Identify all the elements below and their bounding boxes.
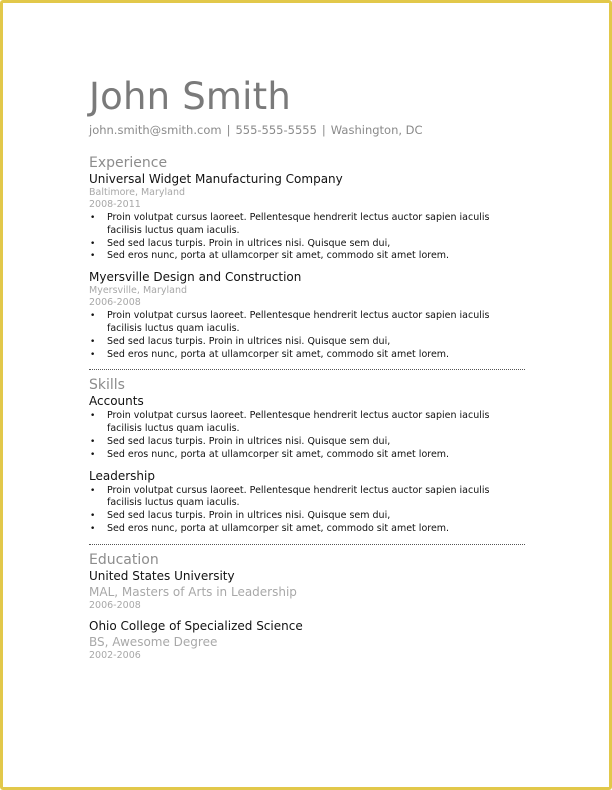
bullet-glyph: • [90,238,96,249]
list-item: • Sed eros nunc, porta at ullamcorper sit amet, commodo sit amet lorem. [90,250,450,262]
list-item: • Sed sed lacus turpis. Proin in ultrices nisi. Quisque sem dui, [90,335,391,347]
section-divider [89,544,525,545]
list-item: • Sed sed lacus turpis. Proin in ultrices nisi. Quisque sem dui, [90,510,391,522]
list-item: • Sed sed lacus turpis. Proin in ultrices nisi. Quisque sem dui, [90,237,391,249]
list-item: • Proin volutpat cursus laoreet. Pellentesque hendrerit lectus auctor sapien iaculis facilisis luctus quam iaculis. [90,410,490,435]
bullet-glyph: • [90,511,96,522]
section-divider [89,369,525,370]
list-item: • Sed eros nunc, porta at ullamcorper sit amet, commodo sit amet lorem. [90,448,450,460]
job-company: Universal Widget Manufacturing Company [89,172,343,186]
job-location: Baltimore, Maryland [89,187,186,198]
section-title-skills: Skills [89,377,125,394]
school-name: United States University [89,568,235,583]
bullet-glyph: • [90,336,96,347]
school-dates: 2002-2006 [89,649,141,661]
education-entry [89,569,529,612]
skill-group [89,394,529,461]
contact-separator: | [226,123,231,137]
bullet-glyph: • [90,213,96,223]
job-bullets [89,212,529,263]
school-dates: 2006-2008 [89,599,141,611]
skill-bullets [89,485,529,536]
list-item: • Proin volutpat cursus laoreet. Pellentesque hendrerit lectus auctor sapien iaculis facilisis luctus quam iaculis. [90,484,490,509]
school-degree: BS, Awesome Degree [89,634,218,649]
list-item: • Sed eros nunc, porta at ullamcorper sit amet, commodo sit amet lorem. [90,522,450,534]
contact-separator: | [321,123,326,137]
school-degree: MAL, Masters of Arts in Leadership [89,584,297,599]
job-dates: 2008-2011 [89,199,141,210]
bullet-glyph: • [90,411,96,422]
job-location: Myersville, Maryland [89,285,188,297]
school-name: Ohio College of Specialized Science [89,618,303,633]
list-item: • Sed eros nunc, porta at ullamcorper sit amet, commodo sit amet lorem. [90,348,450,360]
job-company: Myersville Design and Construction [89,270,302,285]
bullet-glyph: • [90,349,96,360]
skill-group-name: Accounts [89,394,144,409]
contact-location: Washington, DC [330,123,423,137]
skill-group-name: Leadership [89,468,155,483]
job-bullets [89,310,529,361]
experience-entry [89,172,529,263]
contact-phone: 555-555-5555 [235,123,317,137]
list-item: • Proin volutpat cursus laoreet. Pellentesque hendrerit lectus auctor sapien iaculis facilisis luctus quam iaculis. [90,212,490,236]
section-title-education: Education [89,551,159,568]
resume-name: John Smith [89,75,291,118]
bullet-glyph: • [90,449,96,460]
skill-group [89,469,529,536]
resume-page [89,72,529,662]
bullet-glyph: • [90,485,96,496]
bullet-glyph: • [90,251,96,262]
experience-entry [89,270,529,361]
list-item: • Proin volutpat cursus laoreet. Pellentesque hendrerit lectus auctor sapien iaculis facilisis luctus quam iaculis. [90,310,490,334]
section-title-experience: Experience [89,155,168,171]
bullet-glyph: • [90,436,96,447]
contact-email: john.smith@smith.com [89,123,222,137]
bullet-glyph: • [90,523,96,534]
bullet-glyph: • [90,311,96,322]
job-dates: 2006-2008 [89,297,141,309]
list-item: • Sed sed lacus turpis. Proin in ultrices nisi. Quisque sem dui, [90,435,391,447]
contact-line [89,122,529,138]
skill-bullets [89,410,529,461]
education-entry [89,619,529,662]
